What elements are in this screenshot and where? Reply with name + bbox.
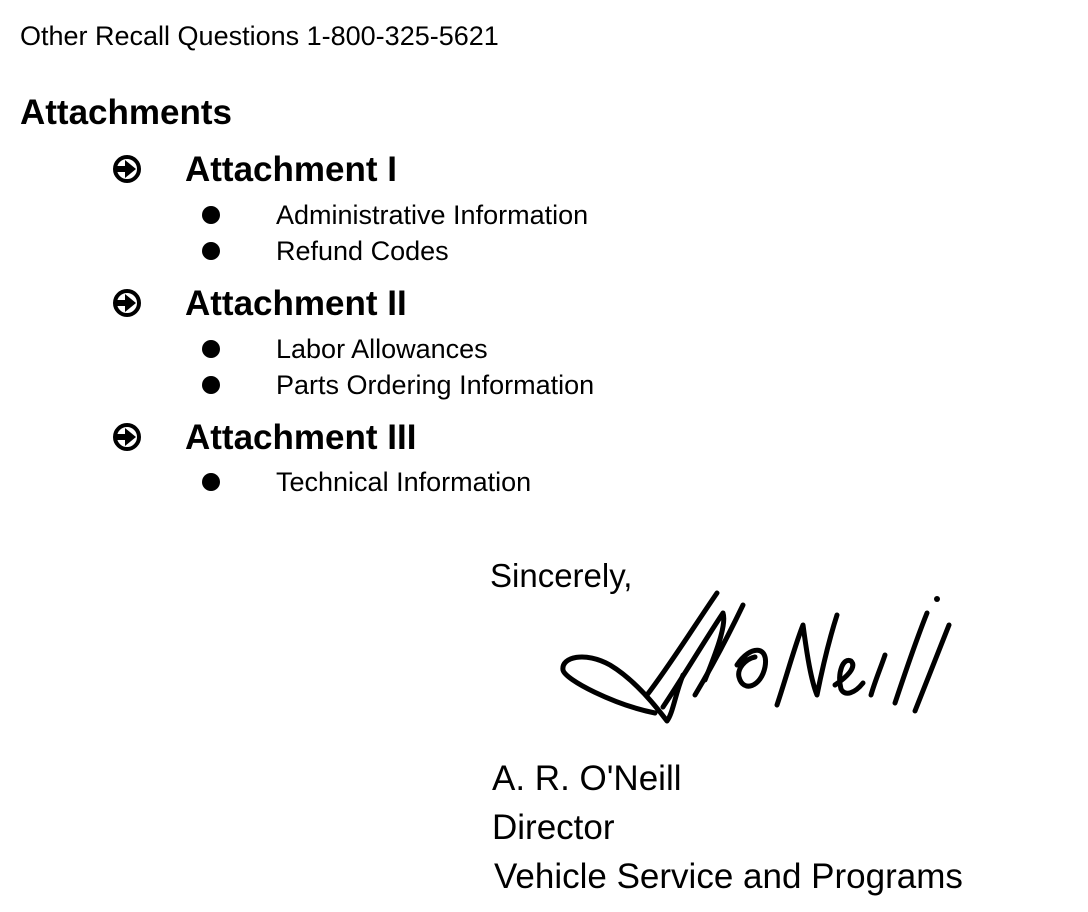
signatory-name: A. R. O'Neill [492, 759, 682, 798]
arrow-bullet-icon [112, 422, 142, 452]
signatory-title: Director [492, 808, 615, 847]
bullet-dot-icon [202, 376, 220, 394]
list-item: Administrative Information [276, 200, 589, 230]
attachment-iii-title: Attachment III [185, 418, 417, 457]
attachments-heading: Attachments [20, 93, 232, 132]
list-item: Labor Allowances [276, 334, 488, 364]
list-item: Parts Ordering Information [276, 370, 595, 400]
signatory-department: Vehicle Service and Programs [494, 857, 963, 896]
closing-salutation: Sincerely, [490, 557, 633, 594]
bullet-dot-icon [202, 242, 220, 260]
arrow-bullet-icon [112, 288, 142, 318]
bullet-dot-icon [202, 206, 220, 224]
attachment-ii-title: Attachment II [185, 284, 407, 323]
signature [555, 585, 960, 735]
bullet-dot-icon [202, 473, 220, 491]
attachment-i-title: Attachment I [185, 150, 397, 189]
list-item: Refund Codes [276, 236, 449, 266]
list-item: Technical Information [276, 467, 532, 497]
recall-questions-line: Other Recall Questions 1-800-325-5621 [20, 21, 499, 51]
bullet-dot-icon [202, 340, 220, 358]
arrow-bullet-icon [112, 154, 142, 184]
